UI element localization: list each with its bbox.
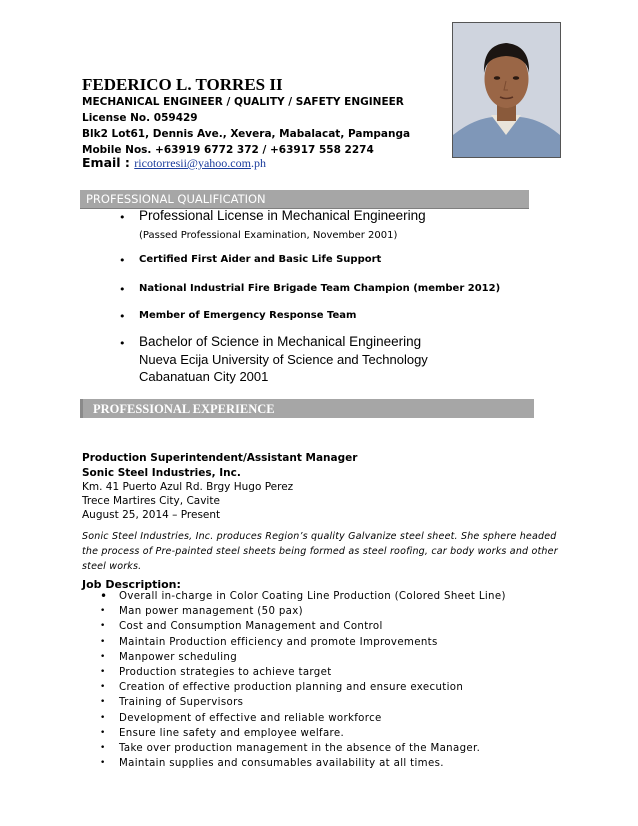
home-address: Blk2 Lot61, Dennis Ave., Xevera, Mabalacat, Pampanga: [82, 128, 411, 140]
bullet-icon: •: [119, 283, 126, 296]
qualification-section-header: PROFESSIONAL QUALIFICATION: [80, 190, 529, 209]
bullet-icon: •: [100, 727, 106, 738]
bullet-icon: •: [100, 606, 106, 617]
email-suffix: .ph: [250, 156, 266, 170]
job-description-title: Job Description:: [82, 578, 181, 591]
bullet-icon: •: [100, 666, 106, 677]
qualification-title: National Industrial Fire Brigade Team Champion (member 2012): [139, 283, 501, 294]
profile-photo-image: [453, 23, 560, 157]
job-title: MECHANICAL ENGINEER / QUALITY / SAFETY ENGINEER: [82, 96, 404, 108]
list-item: • Training of Supervisors: [100, 697, 244, 709]
list-item: • Man power management (50 pax): [100, 606, 303, 618]
list-item: • Maintain supplies and consumables availability at all times.: [100, 758, 444, 770]
experience-section-header: PROFESSIONAL EXPERIENCE: [80, 399, 534, 418]
email-link[interactable]: ricotorresii@yahoo.com: [134, 156, 251, 170]
bullet-icon: •: [100, 682, 106, 693]
bullet-icon: •: [100, 651, 106, 662]
bullet-icon: •: [119, 254, 126, 267]
employment-dates: August 25, 2014 – Present: [82, 509, 221, 521]
bullet-icon: •: [100, 589, 108, 603]
profile-photo: [452, 22, 561, 158]
candidate-name: FEDERICO L. TORRES II: [82, 75, 283, 94]
bullet-icon: •: [119, 310, 126, 323]
list-item: • Overall in-charge in Color Coating Line Production (Colored Sheet Line): [100, 589, 506, 603]
list-item: • Production strategies to achieve target: [100, 666, 332, 678]
email-label: Email :: [82, 155, 130, 170]
list-item: • Creation of effective production planning and ensure execution: [100, 682, 464, 694]
company-address-line1: Km. 41 Puerto Azul Rd. Brgy Hugo Perez: [82, 481, 294, 493]
bullet-icon: •: [100, 712, 106, 723]
position-title: Production Superintendent/Assistant Manager: [82, 452, 358, 464]
duties-list: [100, 591, 580, 773]
bullet-icon: •: [100, 697, 106, 708]
company-description: Sonic Steel Industries, Inc. produces Region’s quality Galvanize steel sheet. She sphere headed the process of Pre-painted steel sheets being formed as steel roofing, car body works and other steel works.: [82, 531, 558, 572]
bullet-icon: •: [100, 742, 106, 753]
bullet-icon: •: [119, 211, 126, 224]
list-item: • Development of effective and reliable workforce: [100, 712, 382, 724]
list-item: • Take over production management in the absence of the Manager.: [100, 742, 481, 754]
license-number: License No. 059429: [82, 112, 198, 124]
qualification-title: Bachelor of Science in Mechanical Engineering: [139, 334, 422, 349]
list-item: • Ensure line safety and employee welfare.: [100, 727, 345, 739]
qualification-title: Professional License in Mechanical Engineering: [139, 208, 426, 223]
qualification-title: Member of Emergency Response Team: [139, 310, 357, 321]
bullet-icon: •: [119, 337, 126, 350]
bullet-icon: •: [100, 621, 106, 632]
list-item: • Maintain Production efficiency and promote Improvements: [100, 636, 438, 648]
bullet-icon: •: [100, 758, 106, 769]
email-line: [82, 155, 266, 171]
qualification-title: Certified First Aider and Basic Life Support: [139, 254, 382, 265]
bullet-icon: •: [100, 636, 106, 647]
list-item: • Manpower scheduling: [100, 651, 238, 663]
qualification-line: Nueva Ecija University of Science and Technology: [139, 352, 428, 367]
qualification-line: Cabanatuan City 2001: [139, 369, 269, 384]
mobile-numbers: Mobile Nos. +63919 6772 372 / +63917 558 2274: [82, 144, 374, 156]
company-address-line2: Trece Martires City, Cavite: [82, 495, 220, 507]
list-item: • Cost and Consumption Management and Control: [100, 621, 383, 633]
company-name: Sonic Steel Industries, Inc.: [82, 467, 241, 479]
qualification-detail: (Passed Professional Examination, November 2001): [139, 230, 398, 241]
